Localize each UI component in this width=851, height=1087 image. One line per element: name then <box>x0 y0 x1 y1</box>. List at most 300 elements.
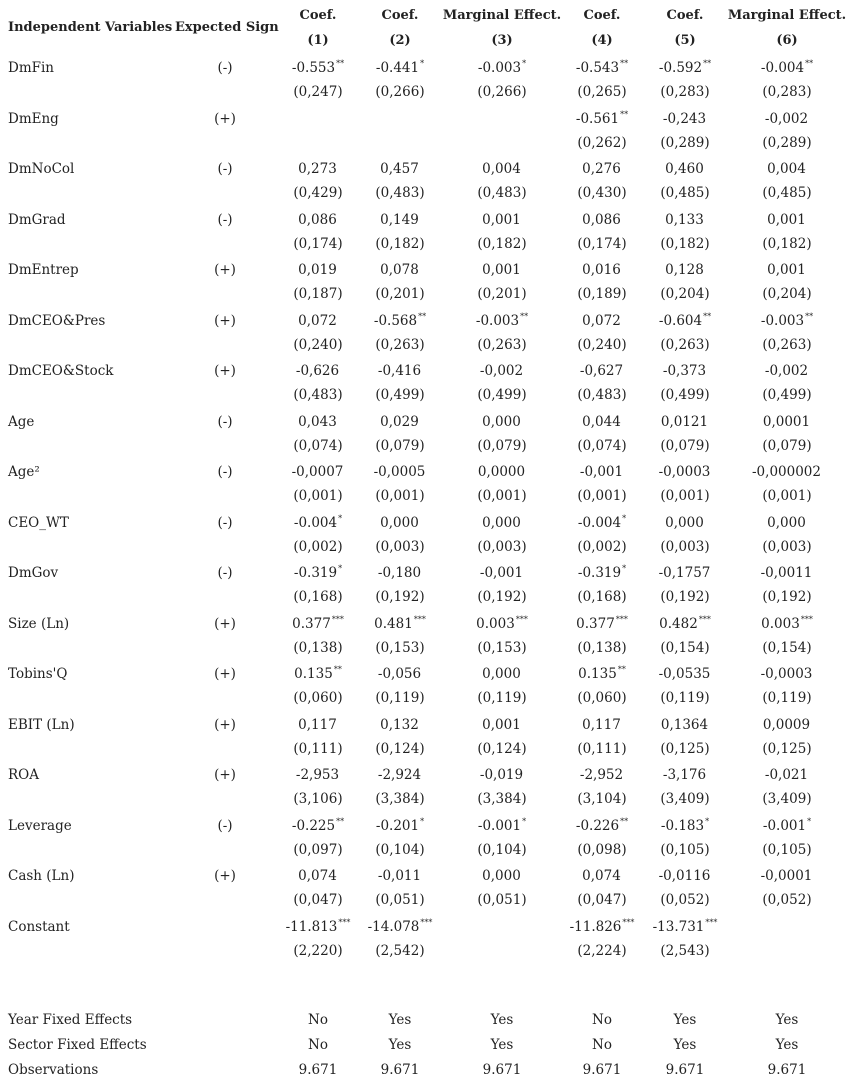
coefficient-value: -0.004 <box>293 515 338 531</box>
footer-label: Sector Fixed Effects <box>8 1037 147 1053</box>
footer-value: 9.671 <box>582 1062 622 1078</box>
standard-error-cell: (0,001) <box>375 488 425 504</box>
coefficient-value: -0,001 <box>479 565 524 581</box>
coefficient-cell <box>562 107 642 132</box>
coefficient-value: 0,1364 <box>660 717 709 733</box>
coefficient-value: -0,002 <box>764 363 809 379</box>
coefficient-row <box>0 612 851 637</box>
coefficient-value: 0,004 <box>482 161 521 177</box>
standard-error-cell: (0,483) <box>293 387 343 403</box>
header-col-2-number: (2) <box>389 33 411 48</box>
coefficient-value: 0,019 <box>298 262 337 278</box>
expected-sign: (-) <box>217 464 233 480</box>
coefficient-value: 0,001 <box>482 212 521 228</box>
standard-error-cell: (0,266) <box>477 84 527 100</box>
footer-value: 9.671 <box>665 1062 705 1078</box>
coefficient-cell <box>278 662 358 687</box>
coefficient-cell <box>727 763 847 788</box>
coefficient-value: 0,000 <box>482 666 521 682</box>
coefficient-value: 0.003 <box>476 616 515 632</box>
standard-error-cell: (0,105) <box>762 842 812 858</box>
coefficient-value: -0.004 <box>760 60 805 76</box>
standard-error-cell: (0,153) <box>375 640 425 656</box>
coefficient-cell <box>727 309 847 334</box>
standard-error-cell: (3,104) <box>577 791 627 807</box>
standard-error-cell: (0,204) <box>762 286 812 302</box>
coefficient-row <box>0 814 851 839</box>
coefficient-cell <box>360 359 440 384</box>
significance-stars: * <box>420 817 425 826</box>
coefficient-cell <box>278 258 358 283</box>
coefficient-value: -0,0001 <box>760 868 813 884</box>
coefficient-value: 0,0009 <box>762 717 811 733</box>
standard-error-cell: (0,247) <box>293 84 343 100</box>
standard-error-cell: (0,430) <box>577 185 627 201</box>
standard-error-row <box>0 737 851 762</box>
standard-error-cell <box>442 939 562 964</box>
standard-error-cell: (0,119) <box>762 690 812 706</box>
coefficient-cell <box>442 107 562 132</box>
coefficient-cell <box>562 662 642 687</box>
footer-value: 9.671 <box>767 1062 807 1078</box>
footer-value: Yes <box>490 1037 514 1053</box>
footer-value: Yes <box>490 1012 514 1028</box>
coefficient-row <box>0 662 851 687</box>
expected-sign: (+) <box>214 111 236 127</box>
standard-error-cell: (0,119) <box>660 690 710 706</box>
coefficient-value: 0,149 <box>380 212 419 228</box>
standard-error-cell: (2,543) <box>660 943 710 959</box>
coefficient-cell <box>562 208 642 233</box>
standard-error-row <box>0 131 851 156</box>
coefficient-cell <box>278 864 358 889</box>
coefficient-row <box>0 56 851 81</box>
standard-error-cell: (0,266) <box>375 84 425 100</box>
standard-error-cell: (0,001) <box>293 488 343 504</box>
coefficient-cell <box>727 107 847 132</box>
significance-stars: ** <box>336 59 345 68</box>
table-header <box>0 0 851 56</box>
coefficient-cell <box>727 561 847 586</box>
coefficient-cell <box>645 814 725 839</box>
footer-value: 9.671 <box>482 1062 522 1078</box>
header-col-3-number: (3) <box>491 33 513 48</box>
coefficient-value: -0.592 <box>658 60 703 76</box>
expected-sign <box>175 915 275 940</box>
header-col-1-number: (1) <box>307 33 329 48</box>
coefficient-cell <box>278 561 358 586</box>
coefficient-cell <box>727 460 847 485</box>
standard-error-cell: (0,051) <box>477 892 527 908</box>
coefficient-value: 0,086 <box>298 212 337 228</box>
expected-sign: (-) <box>217 414 233 430</box>
standard-error-cell: (0,168) <box>577 589 627 605</box>
coefficient-cell <box>645 662 725 687</box>
standard-error-cell: (0,182) <box>375 236 425 252</box>
variable-name: Age <box>8 414 35 430</box>
coefficient-cell <box>278 713 358 738</box>
standard-error-row <box>0 181 851 206</box>
standard-error-cell: (0,098) <box>577 842 627 858</box>
variable-name: Size (Ln) <box>8 616 70 632</box>
standard-error-cell: (0,079) <box>375 438 425 454</box>
coefficient-cell <box>360 713 440 738</box>
coefficient-value: 0,276 <box>582 161 621 177</box>
standard-error-cell: (0,182) <box>477 236 527 252</box>
standard-error-cell: (0,074) <box>577 438 627 454</box>
standard-error-cell: (0,060) <box>577 690 627 706</box>
standard-error-cell: (3,384) <box>375 791 425 807</box>
coefficient-value: -0.226 <box>575 818 620 834</box>
standard-error-cell: (0,289) <box>762 135 812 151</box>
coefficient-cell <box>360 56 440 81</box>
coefficient-cell <box>278 107 358 132</box>
standard-error-cell: (0,119) <box>375 690 425 706</box>
header-col-6-title: Marginal Effect. <box>727 8 847 23</box>
standard-error-cell <box>278 131 358 156</box>
coefficient-value: -0.319 <box>293 565 338 581</box>
standard-error-cell <box>727 939 847 964</box>
coefficient-value: -0.003 <box>475 313 520 329</box>
standard-error-row <box>0 585 851 610</box>
significance-stars: *** <box>800 615 813 624</box>
coefficient-value: -14.078 <box>367 919 420 935</box>
coefficient-value: -0,0007 <box>291 464 344 480</box>
coefficient-value: -0,180 <box>377 565 422 581</box>
standard-error-cell: (2,224) <box>577 943 627 959</box>
coefficient-value: -0,0003 <box>658 464 711 480</box>
coefficient-cell <box>442 157 562 182</box>
coefficient-value: 0.135 <box>578 666 617 682</box>
variable-name: DmNoCol <box>8 161 75 177</box>
standard-error-cell: (0,168) <box>293 589 343 605</box>
standard-error-cell: (0,001) <box>477 488 527 504</box>
standard-error-cell: (0,483) <box>477 185 527 201</box>
expected-sign: (+) <box>214 363 236 379</box>
standard-error-cell: (0,263) <box>660 337 710 353</box>
coefficient-value: 0,072 <box>298 313 337 329</box>
coefficient-value: -0.319 <box>577 565 622 581</box>
coefficient-value: -0,0003 <box>760 666 813 682</box>
standard-error-cell: (0,262) <box>577 135 627 151</box>
header-col-3-title: Marginal Effect. <box>442 8 562 23</box>
coefficient-value: 0.003 <box>761 616 800 632</box>
coefficient-cell <box>442 309 562 334</box>
standard-error-cell: (0,263) <box>762 337 812 353</box>
coefficient-value: -0.441 <box>375 60 420 76</box>
coefficient-value: -0,002 <box>479 363 524 379</box>
footer-value: No <box>308 1012 328 1028</box>
coefficient-cell <box>360 107 440 132</box>
footer-value: Yes <box>775 1012 799 1028</box>
standard-error-cell: (0,047) <box>577 892 627 908</box>
coefficient-cell <box>360 511 440 536</box>
coefficient-cell <box>645 864 725 889</box>
footer-value: No <box>308 1037 328 1053</box>
standard-error-cell: (3,384) <box>477 791 527 807</box>
coefficient-row <box>0 713 851 738</box>
coefficient-value: 0,001 <box>767 262 806 278</box>
coefficient-value: -0,626 <box>295 363 340 379</box>
standard-error-cell: (0,153) <box>477 640 527 656</box>
standard-error-cell: (0,485) <box>660 185 710 201</box>
coefficient-value: 0,000 <box>380 515 419 531</box>
footer-value: 9.671 <box>380 1062 420 1078</box>
coefficient-cell <box>562 359 642 384</box>
coefficient-value: 0,074 <box>582 868 621 884</box>
standard-error-cell: (0,499) <box>375 387 425 403</box>
coefficient-cell <box>360 208 440 233</box>
coefficient-value: 0,086 <box>582 212 621 228</box>
standard-error-row <box>0 686 851 711</box>
expected-sign: (+) <box>214 616 236 632</box>
standard-error-cell: (0,074) <box>293 438 343 454</box>
significance-stars: ** <box>805 312 814 321</box>
standard-error-cell: (0,174) <box>577 236 627 252</box>
coefficient-row <box>0 511 851 536</box>
coefficient-cell <box>360 561 440 586</box>
standard-error-cell: (0,174) <box>293 236 343 252</box>
standard-error-cell: (0,154) <box>762 640 812 656</box>
coefficient-cell <box>278 208 358 233</box>
footer-value: 9.671 <box>298 1062 338 1078</box>
standard-error-row <box>0 80 851 105</box>
coefficient-cell <box>442 561 562 586</box>
coefficient-row <box>0 258 851 283</box>
standard-error-cell: (0,499) <box>762 387 812 403</box>
standard-error-row <box>0 434 851 459</box>
standard-error-cell: (0,204) <box>660 286 710 302</box>
standard-error-cell: (0,003) <box>375 539 425 555</box>
coefficient-value: -2,924 <box>377 767 422 783</box>
coefficient-cell <box>360 864 440 889</box>
coefficient-cell <box>727 258 847 283</box>
expected-sign: (+) <box>214 717 236 733</box>
coefficient-value: 0,117 <box>582 717 621 733</box>
coefficient-cell <box>360 410 440 435</box>
coefficient-cell <box>645 460 725 485</box>
variable-name: DmEntrep <box>8 262 79 278</box>
significance-stars: *** <box>420 918 433 927</box>
coefficient-row <box>0 561 851 586</box>
standard-error-row <box>0 232 851 257</box>
coefficient-value: -0,0116 <box>658 868 711 884</box>
standard-error-cell <box>360 131 440 156</box>
coefficient-value: -0.001 <box>762 818 807 834</box>
standard-error-cell: (0,051) <box>375 892 425 908</box>
coefficient-cell <box>562 561 642 586</box>
coefficient-row <box>0 864 851 889</box>
standard-error-cell: (0,201) <box>375 286 425 302</box>
coefficient-cell <box>727 511 847 536</box>
coefficient-cell <box>278 511 358 536</box>
coefficient-cell <box>278 359 358 384</box>
coefficient-cell <box>562 814 642 839</box>
coefficient-cell <box>727 864 847 889</box>
expected-sign: (-) <box>217 515 233 531</box>
coefficient-cell <box>727 56 847 81</box>
standard-error-cell: (0,079) <box>762 438 812 454</box>
coefficient-cell <box>360 309 440 334</box>
standard-error-cell: (0,265) <box>577 84 627 100</box>
standard-error-cell: (0,499) <box>477 387 527 403</box>
standard-error-cell: (0,003) <box>660 539 710 555</box>
standard-error-cell: (0,001) <box>577 488 627 504</box>
significance-stars: ** <box>703 312 712 321</box>
standard-error-cell: (0,124) <box>375 741 425 757</box>
significance-stars: *** <box>698 615 711 624</box>
coefficient-cell <box>645 359 725 384</box>
coefficient-value: -0,1757 <box>658 565 711 581</box>
standard-error-cell: (0,047) <box>293 892 343 908</box>
coefficient-cell <box>562 511 642 536</box>
significance-stars: ** <box>620 110 629 119</box>
expected-sign: (+) <box>214 313 236 329</box>
significance-stars: * <box>522 59 527 68</box>
standard-error-cell: (0,283) <box>660 84 710 100</box>
standard-error-cell: (0,187) <box>293 286 343 302</box>
coefficient-value: 0,029 <box>380 414 419 430</box>
coefficient-cell <box>645 56 725 81</box>
coefficient-cell <box>727 410 847 435</box>
significance-stars: ** <box>703 59 712 68</box>
coefficient-cell <box>645 258 725 283</box>
expected-sign: (+) <box>214 666 236 682</box>
coefficient-value: -0.004 <box>577 515 622 531</box>
standard-error-cell: (0,192) <box>660 589 710 605</box>
coefficient-cell <box>360 763 440 788</box>
coefficient-cell <box>278 612 358 637</box>
variable-name: DmCEO&Pres <box>8 313 106 329</box>
coefficient-cell <box>562 864 642 889</box>
coefficient-cell <box>278 157 358 182</box>
coefficient-value: 0,043 <box>298 414 337 430</box>
coefficient-cell <box>442 258 562 283</box>
coefficient-value: 0,016 <box>582 262 621 278</box>
coefficient-cell <box>562 713 642 738</box>
standard-error-cell: (0,485) <box>762 185 812 201</box>
coefficient-value: -0.553 <box>291 60 336 76</box>
coefficient-cell <box>727 662 847 687</box>
coefficient-value: -0.001 <box>477 818 522 834</box>
footer-row <box>0 1058 851 1083</box>
coefficient-cell <box>645 208 725 233</box>
standard-error-cell: (0,125) <box>660 741 710 757</box>
coefficient-value: -0.543 <box>575 60 620 76</box>
standard-error-row <box>0 939 851 964</box>
expected-sign: (-) <box>217 60 233 76</box>
coefficient-cell <box>442 864 562 889</box>
coefficient-cell <box>562 157 642 182</box>
coefficient-cell <box>278 309 358 334</box>
coefficient-value: 0,128 <box>665 262 704 278</box>
coefficient-value: 0,000 <box>482 515 521 531</box>
footer-row <box>0 1033 851 1058</box>
expected-sign: (-) <box>217 161 233 177</box>
variable-name: Age² <box>8 464 40 480</box>
coefficient-value: 0.481 <box>374 616 413 632</box>
standard-error-cell: (0,079) <box>477 438 527 454</box>
coefficient-cell <box>442 359 562 384</box>
standard-error-cell: (0,060) <box>293 690 343 706</box>
variable-name: DmGov <box>8 565 59 581</box>
coefficient-cell <box>562 309 642 334</box>
coefficient-cell <box>562 56 642 81</box>
standard-error-cell: (0,002) <box>577 539 627 555</box>
coefficient-cell <box>562 460 642 485</box>
significance-stars: * <box>522 817 527 826</box>
variable-name: ROA <box>8 767 39 783</box>
significance-stars: ** <box>333 665 342 674</box>
standard-error-cell <box>442 131 562 156</box>
coefficient-cell <box>278 814 358 839</box>
coefficient-row <box>0 410 851 435</box>
coefficient-value: -0,0535 <box>658 666 711 682</box>
footer-value: Yes <box>388 1012 412 1028</box>
coefficient-cell <box>645 107 725 132</box>
coefficient-value: -0,056 <box>377 666 422 682</box>
significance-stars: * <box>622 514 627 523</box>
standard-error-cell: (0,154) <box>660 640 710 656</box>
standard-error-cell: (0,105) <box>660 842 710 858</box>
standard-error-cell: (0,079) <box>660 438 710 454</box>
coefficient-cell <box>360 915 440 940</box>
coefficient-value: -0.003 <box>760 313 805 329</box>
coefficient-cell <box>360 460 440 485</box>
standard-error-row <box>0 484 851 509</box>
variable-name: Tobins'Q <box>8 666 68 682</box>
coefficient-cell <box>442 460 562 485</box>
standard-error-cell: (2,220) <box>293 943 343 959</box>
coefficient-cell <box>442 511 562 536</box>
coefficient-value: 0,001 <box>767 212 806 228</box>
coefficient-value: 0,078 <box>380 262 419 278</box>
standard-error-cell: (0,111) <box>293 741 343 757</box>
coefficient-value: -0,373 <box>662 363 707 379</box>
coefficient-value: -0,627 <box>579 363 624 379</box>
coefficient-value: -0.561 <box>575 111 620 127</box>
standard-error-cell: (0,263) <box>375 337 425 353</box>
standard-error-cell: (0,003) <box>762 539 812 555</box>
coefficient-value: -0,243 <box>662 111 707 127</box>
standard-error-cell: (0,263) <box>477 337 527 353</box>
coefficient-value: 0,117 <box>298 717 337 733</box>
significance-stars: *** <box>331 615 344 624</box>
standard-error-cell: (0,429) <box>293 185 343 201</box>
coefficient-cell <box>645 410 725 435</box>
coefficient-value: -0,002 <box>764 111 809 127</box>
standard-error-cell: (0,189) <box>577 286 627 302</box>
significance-stars: ** <box>418 312 427 321</box>
coefficient-cell <box>645 561 725 586</box>
standard-error-cell: (0,483) <box>375 185 425 201</box>
coefficient-value: 0,0121 <box>660 414 709 430</box>
standard-error-cell: (0,182) <box>660 236 710 252</box>
header-independent-variables: Independent Variables <box>8 20 173 35</box>
coefficient-value: 0,072 <box>582 313 621 329</box>
coefficient-cell <box>360 157 440 182</box>
standard-error-cell: (0,125) <box>762 741 812 757</box>
standard-error-cell: (0,499) <box>660 387 710 403</box>
coefficient-value: -0,011 <box>377 868 422 884</box>
standard-error-cell: (0,138) <box>293 640 343 656</box>
coefficient-value: 0,000 <box>482 414 521 430</box>
coefficient-value: 0.377 <box>292 616 331 632</box>
coefficient-value: 0,457 <box>380 161 419 177</box>
standard-error-row <box>0 787 851 812</box>
expected-sign: (-) <box>217 212 233 228</box>
standard-error-row <box>0 636 851 661</box>
